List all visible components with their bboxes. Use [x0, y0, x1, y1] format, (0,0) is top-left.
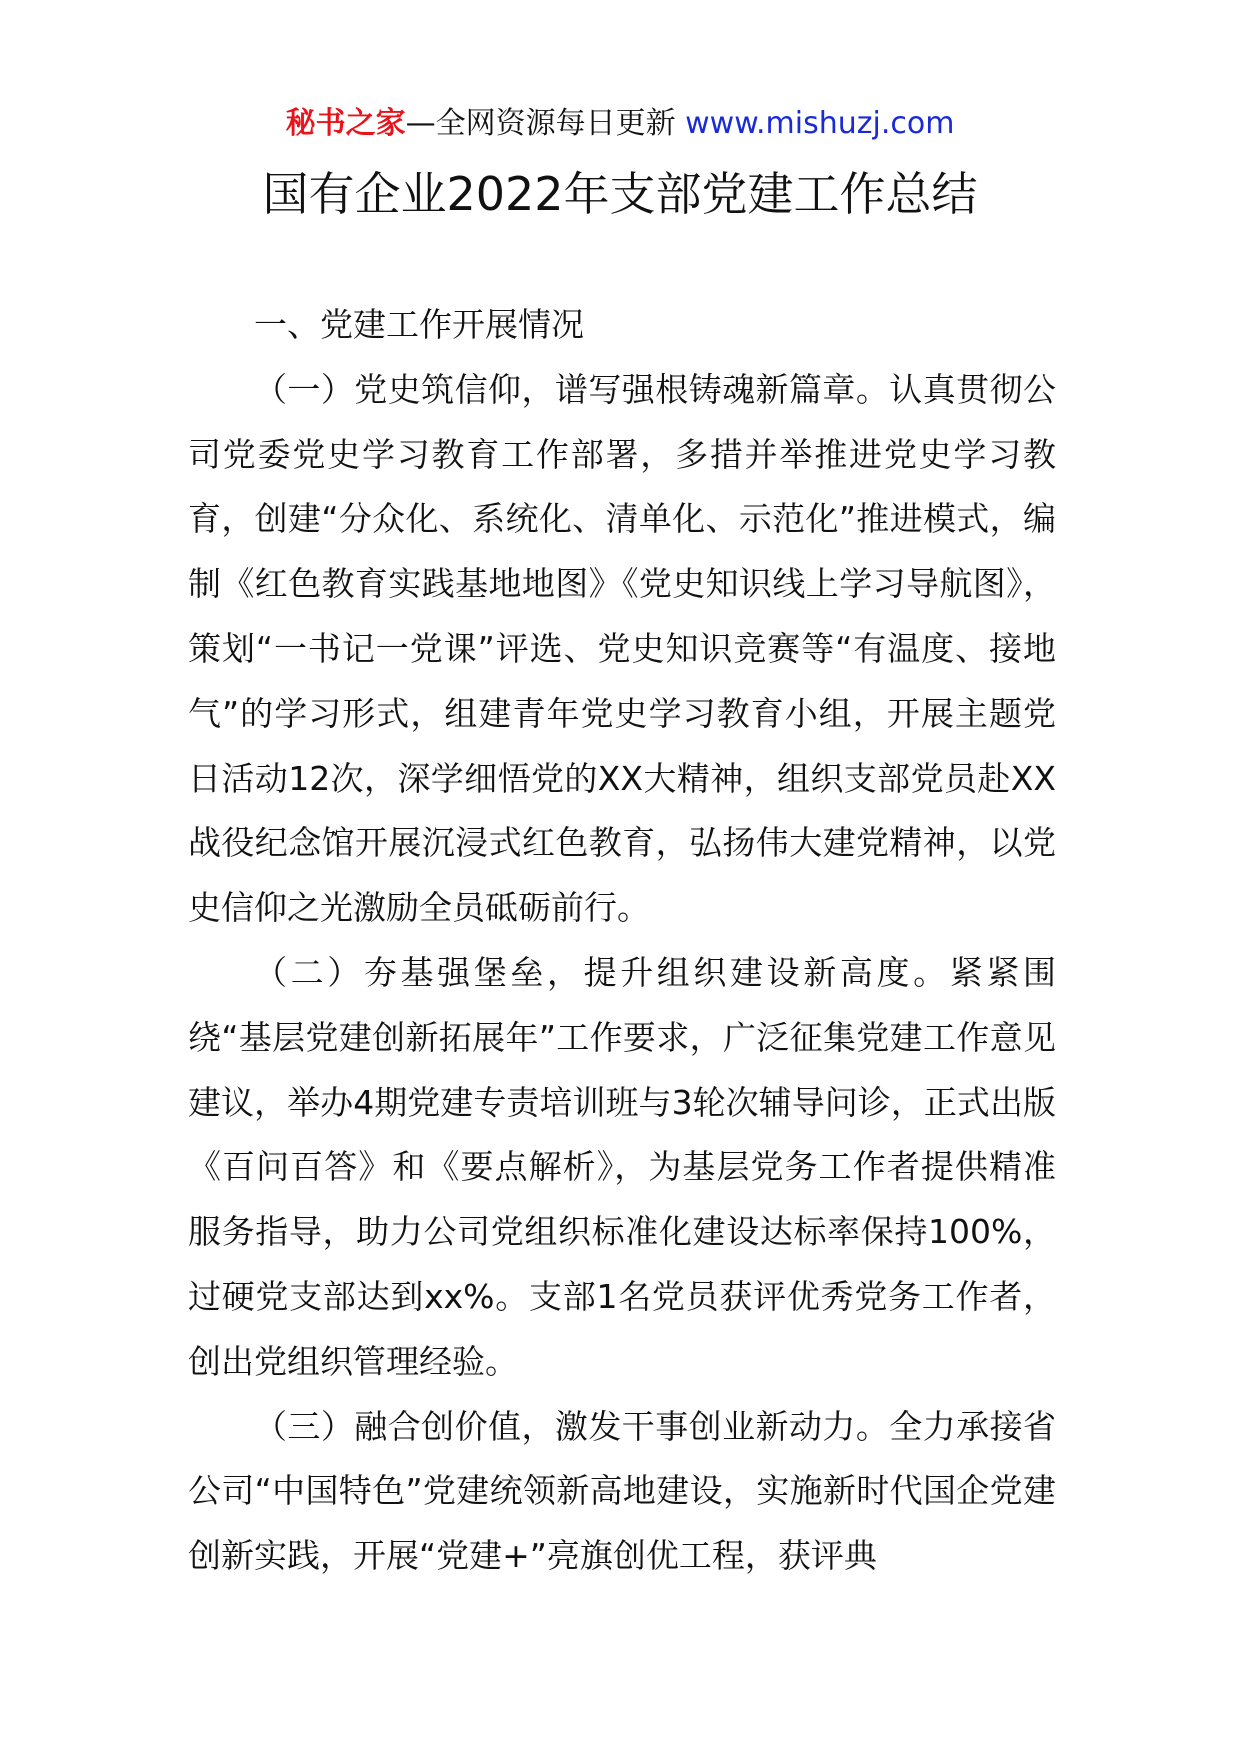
paragraph-integration-value: （三）融合创价值，激发干事创业新动力。全力承接省公司“中国特色”党建统领新高地建设，实施新时代国企党建创新实践，开展“党建+”亮旗创优工程，获评典 [188, 1406, 1056, 1576]
watermark-brand: 秘书之家 [285, 106, 406, 141]
watermark-url: www.mishuzj.com [685, 106, 955, 141]
watermark-header [0, 100, 1240, 148]
watermark-slogan: —全网资源每日更新 [405, 106, 686, 141]
document-body [188, 293, 1056, 1589]
paragraph-party-history: （一）党史筑信仰，谱写强根铸魂新篇章。认真贯彻公司党委党史学习教育工作部署，多措并举推进党史学习教育，创建“分众化、系统化、清单化、示范化”推进模式，编制《红色教育实践基地地图》《党史知识线上学习导航图》，策划“一书记一党课”评选、党史知识竞赛等“有温度、接地气”的学习形式，组建青年党史学习教育小组，开展主题党日活动12次，深学细悟党的XX大精神，组织支部党员赴XX战役纪念馆开展沉浸式红色教育，弘扬伟大建党精神，以党史信仰之光激励全员砥砺前行。 [188, 369, 1056, 928]
paragraph-organization-building: （二）夯基强堡垒，提升组织建设新高度。紧紧围绕“基层党建创新拓展年”工作要求，广泛征集党建工作意见建议，举办4期党建专责培训班与3轮次辅导问诊，正式出版《百问百答》和《要点解析》，为基层党务工作者提供精准服务指导，助力公司党组织标准化建设达标率保持100%，过硬党支部达到xx%。支部1名党员获评优秀党务工作者，创出党组织管理经验。 [188, 952, 1056, 1381]
section-heading: 一、党建工作开展情况 [254, 305, 584, 344]
document-title: 国有企业2022年支部党建工作总结 [262, 167, 978, 221]
